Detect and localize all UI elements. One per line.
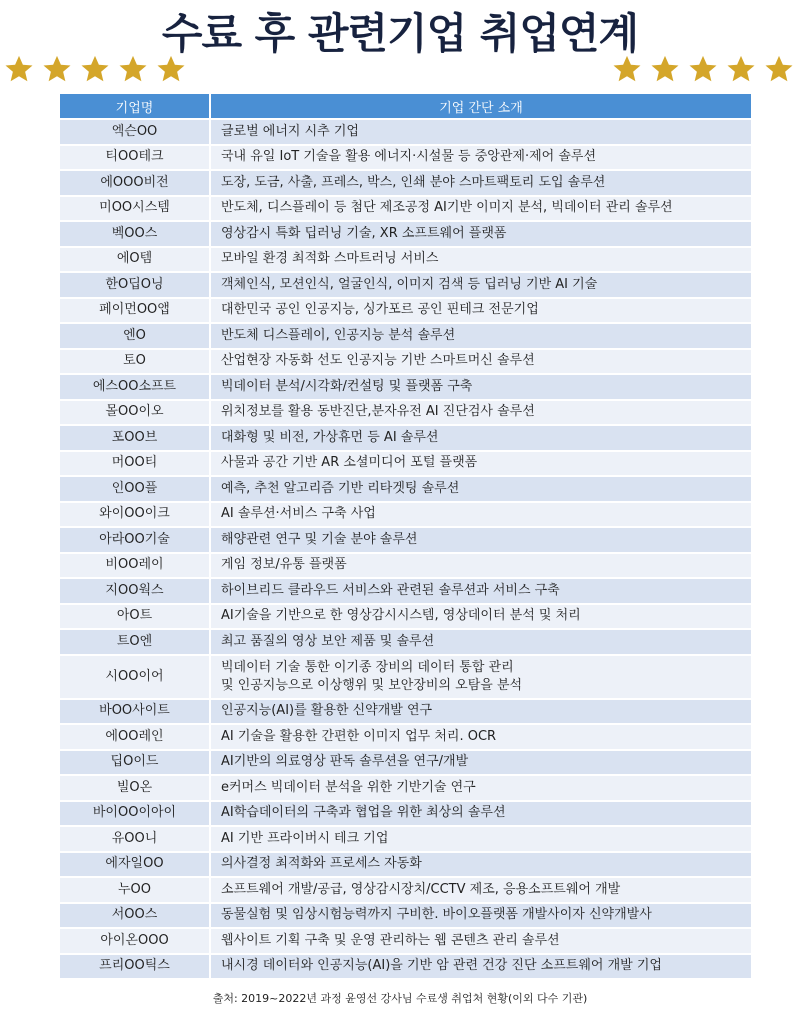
table-row (60, 247, 751, 273)
company-description: 최고 품질의 영상 보안 제품 및 솔루션 (210, 629, 751, 655)
company-name: 프리OO틱스 (60, 954, 210, 980)
company-name: 티OO테크 (60, 145, 210, 171)
table-row (60, 170, 751, 196)
table-header-row (60, 94, 751, 119)
company-description: 대화형 및 비전, 가상휴먼 등 AI 솔루션 (210, 425, 751, 451)
star-icon (42, 54, 72, 84)
company-name: 토O (60, 349, 210, 375)
source-footnote: 출처: 2019~2022년 과정 윤영선 강사님 수료생 취업처 현황(이외 다수 기관) (212, 992, 588, 1005)
company-name: 빌O온 (60, 775, 210, 801)
company-name: 아라OO기술 (60, 527, 210, 553)
company-name: 바이OO이아이 (60, 801, 210, 827)
company-description: 소프트웨어 개발/공급, 영상감시장치/CCTV 제조, 응용소프트웨어 개발 (210, 877, 751, 903)
star-icon (650, 54, 680, 84)
company-description: 국내 유일 IoT 기술을 활용 에너지·시설물 등 중앙관제·제어 솔루션 (210, 145, 751, 171)
table-row (60, 801, 751, 827)
company-description: 대한민국 공인 인공지능, 싱가포르 공인 핀테크 전문기업 (210, 298, 751, 324)
company-description: 객체인식, 모션인식, 얼굴인식, 이미지 검색 등 딥러닝 기반 AI 기술 (210, 272, 751, 298)
company-description: 반도체 디스플레이, 인공지능 분석 솔루션 (210, 323, 751, 349)
company-name: 벡OO스 (60, 221, 210, 247)
star-icon (612, 54, 642, 84)
table-row (60, 954, 751, 980)
table-row (60, 877, 751, 903)
table-row (60, 400, 751, 426)
company-description: 영상감시 특화 딥러닝 기술, XR 소프트웨어 플랫폼 (210, 221, 751, 247)
company-description: AI학습데이터의 구축과 협업을 위한 최상의 솔루션 (210, 801, 751, 827)
company-name: 시OO이어 (60, 655, 210, 699)
star-icon (764, 54, 794, 84)
table-row (60, 196, 751, 222)
company-description: 글로벌 에너지 시추 기업 (210, 119, 751, 145)
company-description: 모바일 환경 최적화 스마트러닝 서비스 (210, 247, 751, 273)
company-description: 인공지능(AI)를 활용한 신약개발 연구 (210, 699, 751, 725)
table-row (60, 928, 751, 954)
company-name: 포OO브 (60, 425, 210, 451)
company-name: 몰OO이오 (60, 400, 210, 426)
company-description: AI 기반 프라이버시 테크 기업 (210, 826, 751, 852)
table-row (60, 750, 751, 776)
company-name: 한O딥O닝 (60, 272, 210, 298)
company-description: AI 기술을 활용한 간편한 이미지 업무 처리. OCR (210, 724, 751, 750)
company-name: 유OO니 (60, 826, 210, 852)
star-icon (726, 54, 756, 84)
company-name: 아이온OOO (60, 928, 210, 954)
table-row (60, 724, 751, 750)
company-description: 위치정보를 활용 동반진단,분자유전 AI 진단검사 솔루션 (210, 400, 751, 426)
table-row (60, 221, 751, 247)
company-name: 머OO티 (60, 451, 210, 477)
table-row (60, 655, 751, 699)
table-row (60, 145, 751, 171)
company-description: 내시경 데이터와 인공지능(AI)을 기반 암 관련 건강 진단 소프트웨어 개발 기업 (210, 954, 751, 980)
stars-left (4, 54, 186, 84)
company-name: 서OO스 (60, 903, 210, 929)
company-description: 동물실험 및 임상시험능력까지 구비한. 바이오플랫폼 개발사이자 신약개발사 (210, 903, 751, 929)
star-icon (80, 54, 110, 84)
table-row (60, 775, 751, 801)
table-row (60, 425, 751, 451)
table-row (60, 502, 751, 528)
company-description: 의사결정 최적화와 프로세스 자동화 (210, 852, 751, 878)
company-table-container (60, 94, 751, 980)
star-icon (156, 54, 186, 84)
star-icon (4, 54, 34, 84)
table-row (60, 604, 751, 630)
company-description: AI 솔루션·서비스 구축 사업 (210, 502, 751, 528)
company-table (60, 94, 751, 980)
table-row (60, 323, 751, 349)
table-row (60, 553, 751, 579)
company-description: 게임 정보/유통 플랫폼 (210, 553, 751, 579)
star-icon (688, 54, 718, 84)
company-description: AI기반의 의료영상 판독 솔루션을 연구/개발 (210, 750, 751, 776)
company-name: 에O템 (60, 247, 210, 273)
company-name: 에스OO소프트 (60, 374, 210, 400)
company-description: 해양관련 연구 및 기술 분야 솔루션 (210, 527, 751, 553)
table-row (60, 578, 751, 604)
company-description: 빅데이터 분석/시각화/컨설팅 및 플랫폼 구축 (210, 374, 751, 400)
company-name: 엑슨OO (60, 119, 210, 145)
header-company: 기업명 (60, 94, 210, 119)
company-name: 미OO시스템 (60, 196, 210, 222)
header-description: 기업 간단 소개 (210, 94, 751, 119)
table-row (60, 349, 751, 375)
company-name: 인OO플 (60, 476, 210, 502)
company-name: 와이OO이크 (60, 502, 210, 528)
table-body (60, 119, 751, 979)
company-description: 산업현장 자동화 선도 인공지능 기반 스마트머신 솔루션 (210, 349, 751, 375)
table-row (60, 476, 751, 502)
company-name: 딥O이드 (60, 750, 210, 776)
table-row (60, 119, 751, 145)
company-name: 아O트 (60, 604, 210, 630)
company-description: 빅데이터 기술 통한 이기종 장비의 데이터 통합 관리 및 인공지능으로 이상행위 및 보안장비의 오탐을 분석 (210, 655, 751, 699)
table-row (60, 527, 751, 553)
company-description: 예측, 추천 알고리즘 기반 리타겟팅 솔루션 (210, 476, 751, 502)
company-description: 하이브리드 클라우드 서비스와 관련된 솔루션과 서비스 구축 (210, 578, 751, 604)
table-row (60, 451, 751, 477)
table-row (60, 374, 751, 400)
company-description: 사물과 공간 기반 AR 소셜미디어 포털 플랫폼 (210, 451, 751, 477)
company-description: AI기술을 기반으로 한 영상감시시스템, 영상데이터 분석 및 처리 (210, 604, 751, 630)
company-name: 지OO웍스 (60, 578, 210, 604)
table-row (60, 903, 751, 929)
table-row (60, 826, 751, 852)
company-name: 비OO레이 (60, 553, 210, 579)
company-name: 누OO (60, 877, 210, 903)
table-row (60, 272, 751, 298)
company-name: 에OOO비전 (60, 170, 210, 196)
company-name: 에자일OO (60, 852, 210, 878)
page-title: 수료 후 관련기업 취업연계 (161, 9, 639, 58)
star-icon (118, 54, 148, 84)
company-name: 엔O (60, 323, 210, 349)
company-description: 반도체, 디스플레이 등 첨단 제조공정 AI기반 이미지 분석, 빅데이터 관리 솔루션 (210, 196, 751, 222)
table-row (60, 852, 751, 878)
company-description: 도장, 도금, 사출, 프레스, 박스, 인쇄 분야 스마트팩토리 도입 솔루션 (210, 170, 751, 196)
company-name: 페이먼OO앱 (60, 298, 210, 324)
table-row (60, 699, 751, 725)
company-description: e커머스 빅데이터 분석을 위한 기반기술 연구 (210, 775, 751, 801)
company-name: 에OO레인 (60, 724, 210, 750)
table-row (60, 629, 751, 655)
company-name: 바OO사이트 (60, 699, 210, 725)
stars-right (612, 54, 794, 84)
company-name: 트O엔 (60, 629, 210, 655)
company-description: 웹사이트 기획 구축 및 운영 관리하는 웹 콘텐츠 관리 솔루션 (210, 928, 751, 954)
table-row (60, 298, 751, 324)
